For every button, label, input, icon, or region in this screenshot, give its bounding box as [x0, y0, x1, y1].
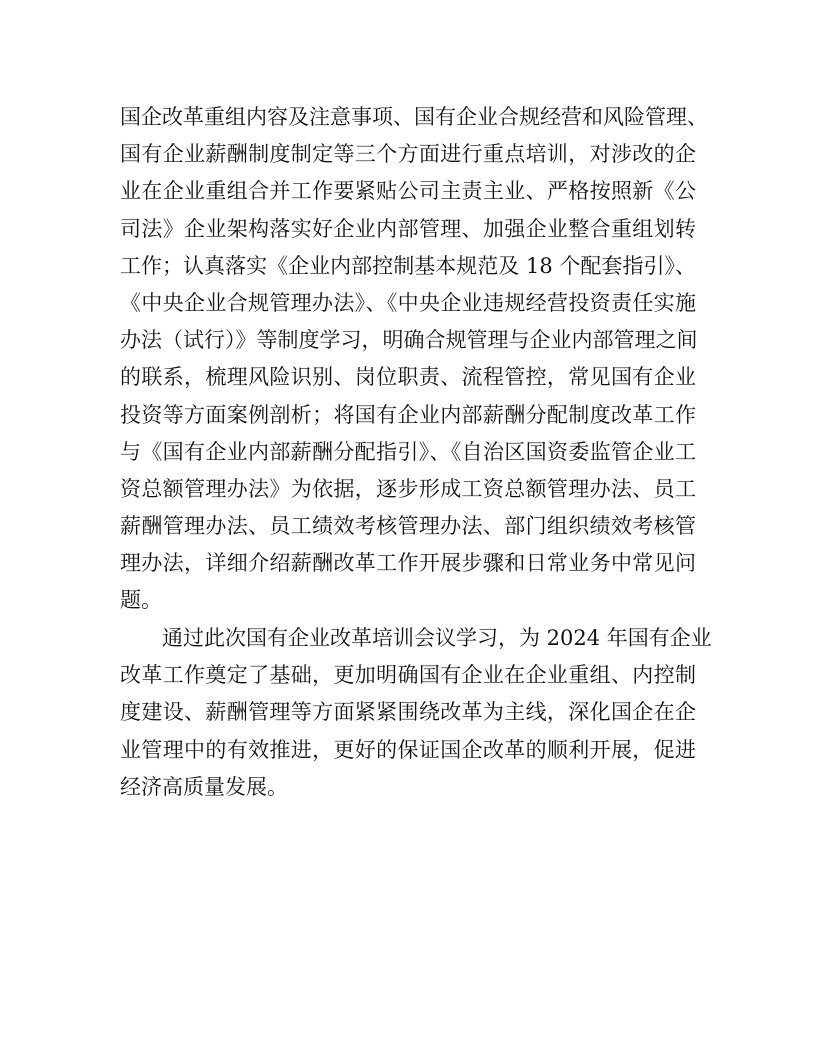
text-line: 资总额管理办法》为依据，逐步形成工资总额管理办法、员工: [120, 476, 696, 501]
text-line: 业在企业重组合并工作要紧贴公司主责主业、严格按照新《公: [120, 179, 696, 204]
text-line: 《中央企业合规管理办法》、《中央企业违规经营投资责任实施: [120, 290, 696, 315]
text-line: 题。: [120, 588, 162, 613]
text-line: 办法（试行）》等制度学习，明确合规管理与企业内部管理之间: [120, 328, 698, 353]
text-line: 经济高质量发展。: [120, 774, 288, 799]
text-line: 的联系，梳理风险识别、岗位职责、流程管控，常见国有企业: [120, 365, 696, 390]
text-line: 薪酬管理办法、员工绩效考核管理办法、部门组织绩效考核管: [120, 514, 696, 539]
text-line: 业管理中的有效推进，更好的保证国企改革的顺利开展，促进: [120, 737, 696, 762]
text-line: 通过此次国有企业改革培训会议学习，为 2024 年国有企业: [162, 626, 712, 650]
paragraph-conclusion: [120, 620, 712, 806]
text-line: 改革工作奠定了基础，更加明确国有企业在企业重组、内控制: [120, 663, 696, 688]
text-line: 工作；认真落实《企业内部控制基本规范及 18 个配套指引》、: [120, 253, 696, 278]
text-line: 理办法，详细介绍薪酬改革工作开展步骤和日常业务中常见问: [120, 551, 696, 576]
text-line: 国有企业薪酬制度制定等三个方面进行重点培训，对涉改的企: [120, 142, 696, 167]
paragraph-training-content: [120, 99, 708, 620]
text-line: 投资等方面案例剖析；将国有企业内部薪酬分配制度改革工作: [120, 402, 696, 427]
text-line: 司法》企业架构落实好企业内部管理、加强企业整合重组划转: [120, 216, 696, 241]
text-line: 与《国有企业内部薪酬分配指引》、《自治区国资委监管企业工: [120, 439, 696, 464]
text-line: 度建设、薪酬管理等方面紧紧围绕改革为主线，深化国企在企: [120, 700, 696, 725]
text-line: 国企改革重组内容及注意事项、国有企业合规经营和风险管理、: [120, 105, 708, 129]
